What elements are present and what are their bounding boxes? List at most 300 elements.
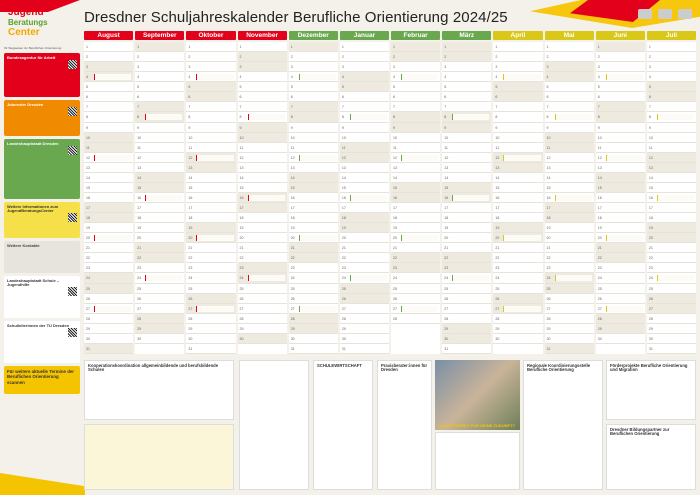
month-column xyxy=(135,31,184,356)
day-cell: 22 xyxy=(647,253,696,263)
day-cell: 19 xyxy=(493,223,542,233)
day-cell: 26 xyxy=(84,294,133,304)
day-cell: 20 xyxy=(340,233,389,243)
day-cell: 23 xyxy=(186,263,235,273)
event-entry[interactable] xyxy=(452,114,489,120)
month-column xyxy=(84,31,133,356)
day-cell: 16 xyxy=(84,193,133,203)
day-cell: 17 xyxy=(340,203,389,213)
day-cell: 8 xyxy=(340,112,389,122)
day-cell: 22 xyxy=(135,253,184,263)
day-cell: 30 xyxy=(545,334,594,344)
day-cell: 13 xyxy=(135,163,184,173)
day-cell: 27 xyxy=(289,304,338,314)
day-cell: 26 xyxy=(186,294,235,304)
qr-code-icon[interactable] xyxy=(68,328,77,337)
day-cell: 18 xyxy=(391,213,440,223)
day-cell: 2 xyxy=(647,52,696,62)
day-cell: 3 xyxy=(186,62,235,72)
day-cell: 1 xyxy=(596,42,645,52)
day-cell: 15 xyxy=(340,183,389,193)
qr-code-icon[interactable] xyxy=(68,60,77,69)
month-days xyxy=(238,42,287,354)
day-cell: 7 xyxy=(340,102,389,112)
day-cell: 27 xyxy=(442,304,491,314)
day-cell: 23 xyxy=(545,263,594,273)
day-cell: 21 xyxy=(238,243,287,253)
day-cell: 7 xyxy=(84,102,133,112)
info-card-bildungspartner xyxy=(606,424,696,490)
event-entry[interactable] xyxy=(606,74,643,80)
logo-line-1: Jugend xyxy=(8,7,44,18)
month-days xyxy=(391,42,440,354)
sidebar-panel-heading: Weitere Kontakte xyxy=(7,243,40,248)
day-cell: 1 xyxy=(647,42,696,52)
day-cell: 13 xyxy=(186,163,235,173)
day-cell: 17 xyxy=(442,203,491,213)
day-cell: 15 xyxy=(186,183,235,193)
month-column xyxy=(289,31,338,356)
day-cell: 29 xyxy=(135,324,184,334)
day-cell: 3 xyxy=(289,62,338,72)
day-cell: 12 xyxy=(340,153,389,163)
qr-code-icon[interactable] xyxy=(68,213,77,222)
day-cell: 27 xyxy=(84,304,133,314)
day-cell: 28 xyxy=(84,314,133,324)
day-cell: 11 xyxy=(442,143,491,153)
day-cell: 7 xyxy=(238,102,287,112)
day-cell: 21 xyxy=(647,243,696,253)
event-entry[interactable] xyxy=(657,114,694,120)
event-entry[interactable] xyxy=(657,195,694,201)
day-cell: 7 xyxy=(442,102,491,112)
day-cell: 18 xyxy=(442,213,491,223)
info-card-schulewirtschaft xyxy=(313,360,373,490)
month-header: Dezember xyxy=(289,31,338,40)
day-cell: 27 xyxy=(596,304,645,314)
day-cell: 4 xyxy=(493,72,542,82)
sidebar-panel-landeshauptstadt xyxy=(4,139,80,199)
day-cell: 8 xyxy=(391,112,440,122)
day-cell: 10 xyxy=(289,133,338,143)
day-cell: 26 xyxy=(340,294,389,304)
event-entry[interactable] xyxy=(196,74,233,80)
day-cell: 14 xyxy=(493,173,542,183)
day-cell: 13 xyxy=(84,163,133,173)
event-entry[interactable] xyxy=(299,306,336,312)
day-cell: 9 xyxy=(238,123,287,133)
day-cell: 5 xyxy=(289,82,338,92)
day-cell: 27 xyxy=(647,304,696,314)
day-cell: 25 xyxy=(340,284,389,294)
day-cell: 24 xyxy=(84,273,133,283)
day-cell: 20 xyxy=(545,233,594,243)
day-cell: 6 xyxy=(238,92,287,102)
day-cell: 4 xyxy=(391,72,440,82)
day-cell: 5 xyxy=(442,82,491,92)
day-cell: 14 xyxy=(84,173,133,183)
month-header: April xyxy=(493,31,542,40)
day-cell: 25 xyxy=(596,284,645,294)
day-cell: 20 xyxy=(493,233,542,243)
event-entry[interactable] xyxy=(94,74,131,80)
day-cell: 26 xyxy=(135,294,184,304)
day-cell: 10 xyxy=(238,133,287,143)
day-cell: 20 xyxy=(391,233,440,243)
event-entry[interactable] xyxy=(196,155,233,161)
event-entry[interactable] xyxy=(401,155,438,161)
day-cell: 21 xyxy=(289,243,338,253)
day-cell: 14 xyxy=(289,173,338,183)
day-cell: 6 xyxy=(596,92,645,102)
month-days xyxy=(186,42,235,354)
day-cell: 12 xyxy=(545,153,594,163)
month-column xyxy=(442,31,491,356)
day-cell: 14 xyxy=(186,173,235,183)
event-entry[interactable] xyxy=(503,235,540,241)
day-cell: 12 xyxy=(391,153,440,163)
day-cell: 22 xyxy=(442,253,491,263)
event-entry[interactable] xyxy=(94,155,131,161)
day-cell: 23 xyxy=(391,263,440,273)
day-cell: 25 xyxy=(186,284,235,294)
day-cell: 6 xyxy=(135,92,184,102)
day-cell: 29 xyxy=(289,324,338,334)
month-header: Februar xyxy=(391,31,440,40)
day-cell: 30 xyxy=(442,334,491,344)
day-cell: 31 xyxy=(442,344,491,354)
day-cell: 4 xyxy=(545,72,594,82)
partner-logo xyxy=(658,9,672,19)
day-cell: 17 xyxy=(289,203,338,213)
info-card-left-lower xyxy=(84,424,234,490)
day-cell: 23 xyxy=(340,263,389,273)
photo-slogan: DU BIST BEREIT FÜR DEINE ZUKUNFT? xyxy=(438,423,515,428)
event-entry[interactable] xyxy=(299,74,336,80)
day-cell: 9 xyxy=(545,123,594,133)
sidebar-panel-heading: Jobcenter Dresden xyxy=(7,102,44,107)
day-cell: 22 xyxy=(391,253,440,263)
day-cell: 2 xyxy=(596,52,645,62)
day-cell: 28 xyxy=(596,314,645,324)
day-cell: 15 xyxy=(135,183,184,193)
card-heading: Regionale Koordinierungsstelle Berufliche Orientierung xyxy=(527,363,591,372)
day-cell: 23 xyxy=(647,263,696,273)
event-entry[interactable] xyxy=(503,306,540,312)
day-cell: 11 xyxy=(135,143,184,153)
event-entry[interactable] xyxy=(248,195,285,201)
day-cell: 30 xyxy=(340,334,389,344)
day-cell: 14 xyxy=(596,173,645,183)
day-cell: 25 xyxy=(135,284,184,294)
day-cell: 18 xyxy=(340,213,389,223)
day-cell: 12 xyxy=(442,153,491,163)
partner-logo xyxy=(678,9,692,19)
day-cell: 25 xyxy=(289,284,338,294)
day-cell: 2 xyxy=(545,52,594,62)
event-entry[interactable] xyxy=(94,235,131,241)
month-days xyxy=(289,42,338,354)
day-cell: 4 xyxy=(84,72,133,82)
event-entry[interactable] xyxy=(606,155,643,161)
event-entry[interactable] xyxy=(350,114,387,120)
day-cell: 23 xyxy=(442,263,491,273)
day-cell: 27 xyxy=(545,304,594,314)
event-entry[interactable] xyxy=(94,306,131,312)
sidebar-panel-heading: Weitere Informationen zum JugendBeratungsCenter xyxy=(7,204,59,214)
day-cell: 8 xyxy=(596,112,645,122)
event-entry[interactable] xyxy=(503,155,540,161)
day-cell: 16 xyxy=(493,193,542,203)
day-cell: 24 xyxy=(596,273,645,283)
day-cell: 28 xyxy=(493,314,542,324)
day-cell: 5 xyxy=(545,82,594,92)
day-cell: 19 xyxy=(442,223,491,233)
day-cell: 19 xyxy=(84,223,133,233)
day-cell: 4 xyxy=(596,72,645,82)
day-cell: 15 xyxy=(84,183,133,193)
info-card-kooperation xyxy=(84,360,234,420)
day-cell: 24 xyxy=(545,273,594,283)
day-cell: 31 xyxy=(84,344,133,354)
day-cell: 13 xyxy=(340,163,389,173)
day-cell: 31 xyxy=(340,344,389,354)
day-cell: 13 xyxy=(238,163,287,173)
day-cell: 19 xyxy=(289,223,338,233)
day-cell: 2 xyxy=(238,52,287,62)
month-columns xyxy=(84,31,696,356)
day-cell: 16 xyxy=(289,193,338,203)
event-entry[interactable] xyxy=(299,155,336,161)
day-cell: 8 xyxy=(493,112,542,122)
day-cell: 9 xyxy=(647,123,696,133)
day-cell: 21 xyxy=(596,243,645,253)
day-cell: 13 xyxy=(493,163,542,173)
event-entry[interactable] xyxy=(401,306,438,312)
day-cell: 18 xyxy=(135,213,184,223)
day-cell: 2 xyxy=(340,52,389,62)
day-cell: 30 xyxy=(135,334,184,344)
day-cell: 8 xyxy=(238,112,287,122)
day-cell: 20 xyxy=(186,233,235,243)
event-entry[interactable] xyxy=(401,235,438,241)
day-cell: 11 xyxy=(238,143,287,153)
day-cell: 30 xyxy=(186,334,235,344)
day-cell: 3 xyxy=(442,62,491,72)
day-cell: 14 xyxy=(647,173,696,183)
day-cell: 12 xyxy=(493,153,542,163)
day-cell: 25 xyxy=(442,284,491,294)
day-cell: 7 xyxy=(596,102,645,112)
day-cell: 23 xyxy=(289,263,338,273)
day-cell: 8 xyxy=(84,112,133,122)
day-cell: 4 xyxy=(340,72,389,82)
day-cell: 22 xyxy=(84,253,133,263)
day-cell: 15 xyxy=(442,183,491,193)
day-cell: 5 xyxy=(647,82,696,92)
day-cell: 11 xyxy=(596,143,645,153)
day-cell: 4 xyxy=(289,72,338,82)
event-entry[interactable] xyxy=(196,306,233,312)
month-header: Juni xyxy=(596,31,645,40)
event-entry[interactable] xyxy=(401,74,438,80)
day-cell: 25 xyxy=(545,284,594,294)
day-cell: 1 xyxy=(442,42,491,52)
day-cell: 12 xyxy=(84,153,133,163)
partner-logo xyxy=(638,9,652,19)
event-entry[interactable] xyxy=(452,195,489,201)
day-cell: 4 xyxy=(135,72,184,82)
day-cell: 11 xyxy=(391,143,440,153)
day-cell: 21 xyxy=(442,243,491,253)
day-cell: 11 xyxy=(647,143,696,153)
event-entry[interactable] xyxy=(145,195,182,201)
info-card-praxisberater xyxy=(377,360,432,490)
day-cell: 16 xyxy=(135,193,184,203)
info-card-regionale xyxy=(523,360,603,490)
day-cell: 1 xyxy=(493,42,542,52)
day-cell: 4 xyxy=(238,72,287,82)
day-cell: 16 xyxy=(238,193,287,203)
day-cell: 3 xyxy=(647,62,696,72)
day-cell: 3 xyxy=(84,62,133,72)
page-title: Dresdner Schuljahreskalender Berufliche Orientierung 2024/25 xyxy=(84,9,508,26)
day-cell: 20 xyxy=(289,233,338,243)
event-entry[interactable] xyxy=(606,235,643,241)
day-cell: 9 xyxy=(135,123,184,133)
day-cell: 20 xyxy=(596,233,645,243)
day-cell: 23 xyxy=(84,263,133,273)
day-cell: 19 xyxy=(596,223,645,233)
sidebar-panel-heading: Bundesagentur für Arbeit xyxy=(7,55,56,60)
day-cell: 15 xyxy=(545,183,594,193)
month-header: November xyxy=(238,31,287,40)
day-cell: 24 xyxy=(186,273,235,283)
event-entry[interactable] xyxy=(145,275,182,281)
event-entry[interactable] xyxy=(248,114,285,120)
day-cell: 28 xyxy=(135,314,184,324)
qr-code-icon[interactable] xyxy=(68,287,77,296)
day-cell: 7 xyxy=(545,102,594,112)
day-cell: 15 xyxy=(596,183,645,193)
day-cell: 28 xyxy=(340,314,389,324)
day-cell: 12 xyxy=(186,153,235,163)
day-cell: 30 xyxy=(238,334,287,344)
sidebar-panel-heading: Landeshauptstadt Schule – Jugendhilfe xyxy=(7,278,60,288)
bottom-info-area xyxy=(84,360,696,492)
event-entry[interactable] xyxy=(503,74,540,80)
month-column xyxy=(493,31,542,356)
day-cell: 20 xyxy=(84,233,133,243)
day-cell: 7 xyxy=(289,102,338,112)
day-cell: 22 xyxy=(289,253,338,263)
event-entry[interactable] xyxy=(350,275,387,281)
day-cell: 30 xyxy=(596,334,645,344)
day-cell: 4 xyxy=(442,72,491,82)
day-cell: 29 xyxy=(340,324,389,334)
day-cell: 8 xyxy=(442,112,491,122)
month-column xyxy=(545,31,594,356)
day-cell: 24 xyxy=(238,273,287,283)
info-card-photo-below xyxy=(435,432,520,490)
day-cell: 20 xyxy=(135,233,184,243)
day-cell: 5 xyxy=(186,82,235,92)
day-cell: 16 xyxy=(442,193,491,203)
month-header: Mai xyxy=(545,31,594,40)
day-cell: 7 xyxy=(391,102,440,112)
day-cell: 6 xyxy=(84,92,133,102)
day-cell: 5 xyxy=(84,82,133,92)
day-cell: 8 xyxy=(135,112,184,122)
day-cell: 30 xyxy=(84,334,133,344)
event-entry[interactable] xyxy=(145,114,182,120)
qr-code-icon[interactable] xyxy=(68,146,77,155)
day-cell: 19 xyxy=(391,223,440,233)
day-cell: 28 xyxy=(238,314,287,324)
sidebar-cta: Für weitere aktuelle Termine der Beruflichen Orientierung scannen xyxy=(4,366,80,394)
event-entry[interactable] xyxy=(299,235,336,241)
day-cell: 5 xyxy=(340,82,389,92)
day-cell: 2 xyxy=(493,52,542,62)
day-cell: 3 xyxy=(135,62,184,72)
month-column xyxy=(238,31,287,356)
day-cell: 23 xyxy=(135,263,184,273)
event-entry[interactable] xyxy=(657,275,694,281)
day-cell: 4 xyxy=(647,72,696,82)
day-cell: 22 xyxy=(596,253,645,263)
day-cell: 1 xyxy=(391,42,440,52)
day-cell: 10 xyxy=(340,133,389,143)
day-cell: 28 xyxy=(647,314,696,324)
day-cell: 17 xyxy=(238,203,287,213)
event-entry[interactable] xyxy=(350,195,387,201)
day-cell: 29 xyxy=(647,324,696,334)
info-card-col2 xyxy=(239,360,309,490)
sidebar-panel-jobcenter xyxy=(4,100,80,136)
event-entry[interactable] xyxy=(555,195,592,201)
event-entry[interactable] xyxy=(555,275,592,281)
day-cell: 10 xyxy=(596,133,645,143)
day-cell: 26 xyxy=(238,294,287,304)
day-cell: 26 xyxy=(647,294,696,304)
day-cell: 21 xyxy=(493,243,542,253)
month-column xyxy=(647,31,696,356)
day-cell: 18 xyxy=(186,213,235,223)
day-cell: 9 xyxy=(493,123,542,133)
day-cell: 12 xyxy=(289,153,338,163)
day-cell: 16 xyxy=(545,193,594,203)
day-cell: 21 xyxy=(135,243,184,253)
day-cell: 24 xyxy=(289,273,338,283)
event-entry[interactable] xyxy=(606,306,643,312)
event-entry[interactable] xyxy=(555,114,592,120)
day-cell: 1 xyxy=(289,42,338,52)
day-cell: 9 xyxy=(596,123,645,133)
event-entry[interactable] xyxy=(452,275,489,281)
event-entry[interactable] xyxy=(248,275,285,281)
qr-code-icon[interactable] xyxy=(68,107,77,116)
day-cell: 20 xyxy=(647,233,696,243)
day-cell: 19 xyxy=(545,223,594,233)
sidebar-panel-info xyxy=(4,202,80,238)
month-days xyxy=(135,42,184,354)
day-cell: 13 xyxy=(647,163,696,173)
event-entry[interactable] xyxy=(196,235,233,241)
day-cell: 25 xyxy=(238,284,287,294)
day-cell: 26 xyxy=(391,294,440,304)
day-cell: 22 xyxy=(493,253,542,263)
day-cell: 1 xyxy=(186,42,235,52)
